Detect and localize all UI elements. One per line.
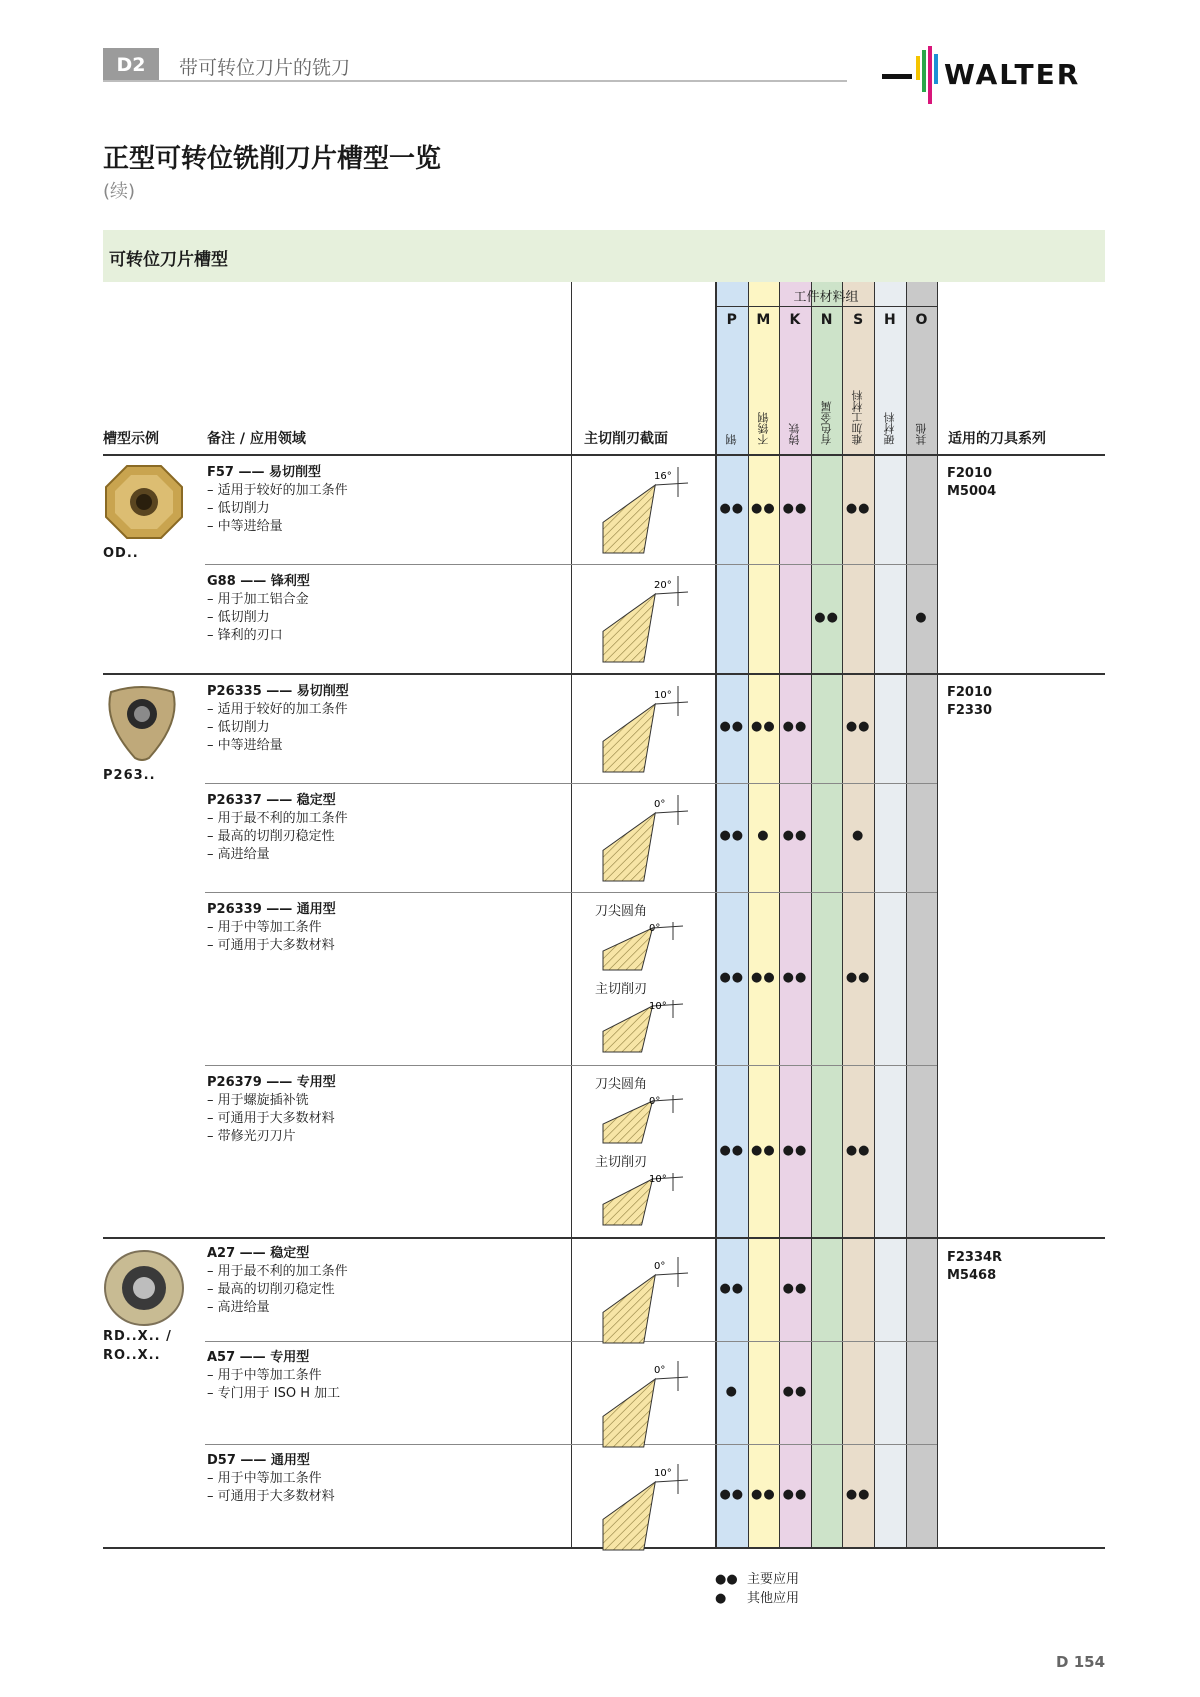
angle-label: 0° — [649, 923, 661, 934]
entry-name: G88 —— 锋利型 — [207, 574, 310, 589]
entry-line: – 可通用于大多数材料 — [207, 938, 335, 953]
material-name: 其他 — [914, 423, 928, 445]
section-band — [103, 230, 1105, 282]
entry-line: – 锋利的刃口 — [207, 628, 283, 643]
entry-line: – 最高的切削刃稳定性 — [207, 1282, 335, 1297]
legend-symbol: ●● — [715, 1572, 738, 1587]
application-mark: ● — [725, 1384, 738, 1399]
material-column-n — [811, 282, 843, 1548]
entry-p26339 — [207, 901, 336, 955]
divider-profile-left — [571, 282, 572, 1548]
legend-item — [715, 1589, 799, 1608]
group-label — [103, 1327, 172, 1365]
cutting-edge-profile — [597, 1257, 692, 1347]
header-profile: 主切削刃截面 — [584, 431, 668, 447]
page-title: 正型可转位铣削刀片槽型一览 — [103, 144, 442, 174]
cutting-edge-profile — [597, 1000, 687, 1056]
entry-line: – 用于中等加工条件 — [207, 920, 322, 935]
entry-f57 — [207, 464, 348, 536]
material-column-k — [779, 282, 811, 1548]
application-mark: ●● — [782, 1143, 808, 1158]
entry-line: – 适用于较好的加工条件 — [207, 702, 348, 717]
divider-material-right — [937, 282, 938, 1548]
material-column-h — [874, 282, 906, 1548]
entry-line: – 带修光刃刀片 — [207, 1129, 296, 1144]
divider-material-left — [715, 282, 716, 1548]
entry-g88 — [207, 573, 310, 645]
insert-od-image — [103, 463, 185, 541]
group-rule — [103, 1237, 1105, 1239]
material-letter: N — [820, 312, 833, 328]
page-number: D 154 — [1056, 1653, 1105, 1671]
entry-line: – 专门用于 ISO H 加工 — [207, 1386, 341, 1401]
entry-line: – 可通用于大多数材料 — [207, 1489, 335, 1504]
application-mark: ●● — [845, 1143, 871, 1158]
application-mark: ● — [757, 828, 770, 843]
angle-label: 10° — [654, 1468, 672, 1479]
legend-text: 其他应用 — [747, 1591, 800, 1606]
row-rule — [205, 564, 571, 565]
cutting-edge-profile — [597, 467, 692, 557]
group-rule — [103, 673, 1105, 675]
entry-line: – 高进给量 — [207, 847, 270, 862]
angle-label: 0° — [654, 799, 666, 810]
entry-line: – 用于最不利的加工条件 — [207, 1264, 348, 1279]
material-column-p — [716, 282, 748, 1548]
cutting-edge-profile — [597, 795, 692, 885]
application-mark: ●● — [814, 610, 839, 625]
material-name: 铸铁 — [788, 423, 802, 445]
application-mark: ●● — [719, 1487, 745, 1502]
entry-line: – 中等进给量 — [207, 519, 283, 534]
group-label-line: RD..X.. / — [103, 1329, 172, 1344]
series-list — [947, 684, 992, 720]
entry-line: – 低切削力 — [207, 501, 270, 516]
header-rule — [103, 80, 847, 82]
row-rule — [205, 1065, 937, 1066]
material-name: 硬材料 — [883, 412, 896, 445]
row-rule — [205, 783, 937, 784]
material-column-m — [748, 282, 780, 1548]
application-mark: ●● — [751, 970, 776, 985]
row-rule — [571, 564, 937, 565]
entry-line: – 高进给量 — [207, 1300, 270, 1315]
entry-p26335 — [207, 683, 349, 755]
section-badge: D2 — [103, 48, 159, 82]
angle-label: 20° — [654, 580, 672, 591]
series-item: F2010 — [947, 685, 993, 700]
angle-label: 0° — [654, 1261, 666, 1272]
entry-name: A57 —— 专用型 — [207, 1350, 310, 1365]
application-mark: ●● — [719, 1281, 745, 1296]
profile-label-corner: 刀尖圆角 — [595, 904, 648, 919]
profile-label-main: 主切削刃 — [595, 982, 648, 997]
material-name: 难加工材料 — [851, 390, 865, 445]
series-list — [947, 465, 996, 501]
header-notes: 备注 / 应用领域 — [207, 431, 306, 447]
angle-label: 10° — [649, 1174, 667, 1185]
material-letter: M — [756, 312, 771, 328]
entry-line: – 可通用于大多数材料 — [207, 1111, 335, 1126]
application-mark: ●● — [719, 828, 745, 843]
cutting-edge-profile — [597, 576, 692, 666]
application-mark: ●● — [782, 828, 808, 843]
angle-label: 10° — [654, 690, 672, 701]
entry-a57 — [207, 1349, 340, 1403]
application-mark: ●● — [845, 1487, 871, 1502]
entry-line: – 用于中等加工条件 — [207, 1368, 322, 1383]
application-mark: ●● — [719, 1143, 745, 1158]
entry-line: – 最高的切削刃稳定性 — [207, 829, 335, 844]
application-mark: ●● — [751, 1487, 776, 1502]
cutting-edge-profile — [597, 922, 687, 974]
header-bottom-rule — [103, 454, 1105, 456]
entry-p26379 — [207, 1074, 336, 1146]
series-item: F2010 — [947, 466, 993, 481]
material-letter: H — [883, 312, 896, 328]
column-divider — [811, 282, 812, 1548]
legend-symbol: ● — [715, 1591, 727, 1606]
row-rule — [205, 1444, 937, 1445]
entry-name: P26337 —— 稳定型 — [207, 793, 336, 808]
application-mark: ● — [852, 828, 865, 843]
angle-label: 0° — [649, 1096, 661, 1107]
entry-line: – 低切削力 — [207, 610, 270, 625]
cutting-edge-profile — [597, 1361, 692, 1451]
page-subtitle: (续) — [103, 181, 136, 202]
group-label: P263.. — [103, 768, 156, 783]
entry-name: F57 —— 易切削型 — [207, 465, 322, 480]
row-rule — [205, 1341, 937, 1342]
angle-label: 16° — [654, 471, 672, 482]
profile-label-main: 主切削刃 — [595, 1155, 648, 1170]
material-group-title: 工件材料组 — [793, 290, 859, 305]
entry-line: – 中等进给量 — [207, 738, 283, 753]
application-mark: ●● — [782, 1384, 808, 1399]
insert-rd-image — [103, 1248, 185, 1328]
group-label: OD.. — [103, 546, 139, 561]
group-label-line: RO..X.. — [103, 1348, 161, 1363]
entry-name: D57 —— 通用型 — [207, 1453, 310, 1468]
material-letter: K — [789, 312, 801, 328]
application-mark: ●● — [751, 501, 776, 516]
application-mark: ● — [915, 610, 928, 625]
entry-name: P26335 —— 易切削型 — [207, 684, 349, 699]
material-name: 钢 — [725, 434, 738, 445]
series-item: F2334R — [947, 1250, 1003, 1265]
cutting-edge-profile — [597, 686, 692, 776]
application-mark: ●● — [845, 970, 871, 985]
series-item: M5004 — [947, 484, 997, 499]
legend-text: 主要应用 — [747, 1572, 800, 1587]
application-mark: ●● — [845, 501, 871, 516]
material-column-s — [842, 282, 874, 1548]
entry-line: – 适用于较好的加工条件 — [207, 483, 348, 498]
column-divider — [716, 282, 717, 1548]
material-name: 不锈钢 — [756, 412, 770, 445]
walter-logo — [880, 44, 1110, 106]
cutting-edge-profile — [597, 1464, 692, 1554]
entry-line: – 用于加工铝合金 — [207, 592, 309, 607]
series-item: F2330 — [947, 703, 993, 718]
header-series: 适用的刀具系列 — [948, 431, 1046, 447]
column-divider — [779, 282, 780, 1548]
legend — [715, 1570, 799, 1608]
row-rule — [205, 892, 937, 893]
material-column-o — [906, 282, 938, 1548]
application-mark: ●● — [782, 1281, 808, 1296]
cutting-edge-profile — [597, 1095, 687, 1147]
section-title: 带可转位刀片的铣刀 — [179, 57, 351, 79]
material-letter: S — [853, 312, 864, 328]
header-example: 槽型示例 — [103, 431, 159, 447]
entry-d57 — [207, 1452, 335, 1506]
entry-name: P26339 —— 通用型 — [207, 902, 336, 917]
application-mark: ●● — [845, 719, 871, 734]
entry-line: – 用于螺旋插补铣 — [207, 1093, 309, 1108]
column-divider — [748, 282, 749, 1548]
material-letter: P — [726, 312, 737, 328]
angle-label: 0° — [654, 1365, 666, 1376]
cutting-edge-profile — [597, 1173, 687, 1229]
application-mark: ●● — [719, 719, 745, 734]
series-list — [947, 1249, 1002, 1285]
entry-line: – 低切削力 — [207, 720, 270, 735]
insert-p263-image — [103, 682, 181, 762]
series-item: M5468 — [947, 1268, 997, 1283]
entry-line: – 用于最不利的加工条件 — [207, 811, 348, 826]
entry-p26337 — [207, 792, 348, 864]
band-title: 可转位刀片槽型 — [109, 250, 228, 270]
column-divider — [906, 282, 907, 1548]
material-name: 有色金属 — [819, 401, 833, 445]
application-mark: ●● — [782, 1487, 808, 1502]
application-mark: ●● — [719, 501, 745, 516]
column-divider — [874, 282, 875, 1548]
material-title-rule — [715, 306, 937, 307]
application-mark: ●● — [782, 501, 808, 516]
application-mark: ●● — [782, 970, 808, 985]
entry-a27 — [207, 1245, 348, 1317]
entry-line: – 用于中等加工条件 — [207, 1471, 322, 1486]
application-mark: ●● — [751, 719, 776, 734]
legend-item — [715, 1570, 799, 1589]
entry-name: P26379 —— 专用型 — [207, 1075, 336, 1090]
svg-text:WALTER: WALTER — [944, 58, 1081, 91]
entry-name: A27 —— 稳定型 — [207, 1246, 310, 1261]
profile-label-corner: 刀尖圆角 — [595, 1077, 648, 1092]
angle-label: 10° — [649, 1001, 667, 1012]
application-mark: ●● — [719, 970, 745, 985]
application-mark: ●● — [782, 719, 808, 734]
material-letter: O — [915, 312, 928, 328]
application-mark: ●● — [751, 1143, 776, 1158]
column-divider — [842, 282, 843, 1548]
